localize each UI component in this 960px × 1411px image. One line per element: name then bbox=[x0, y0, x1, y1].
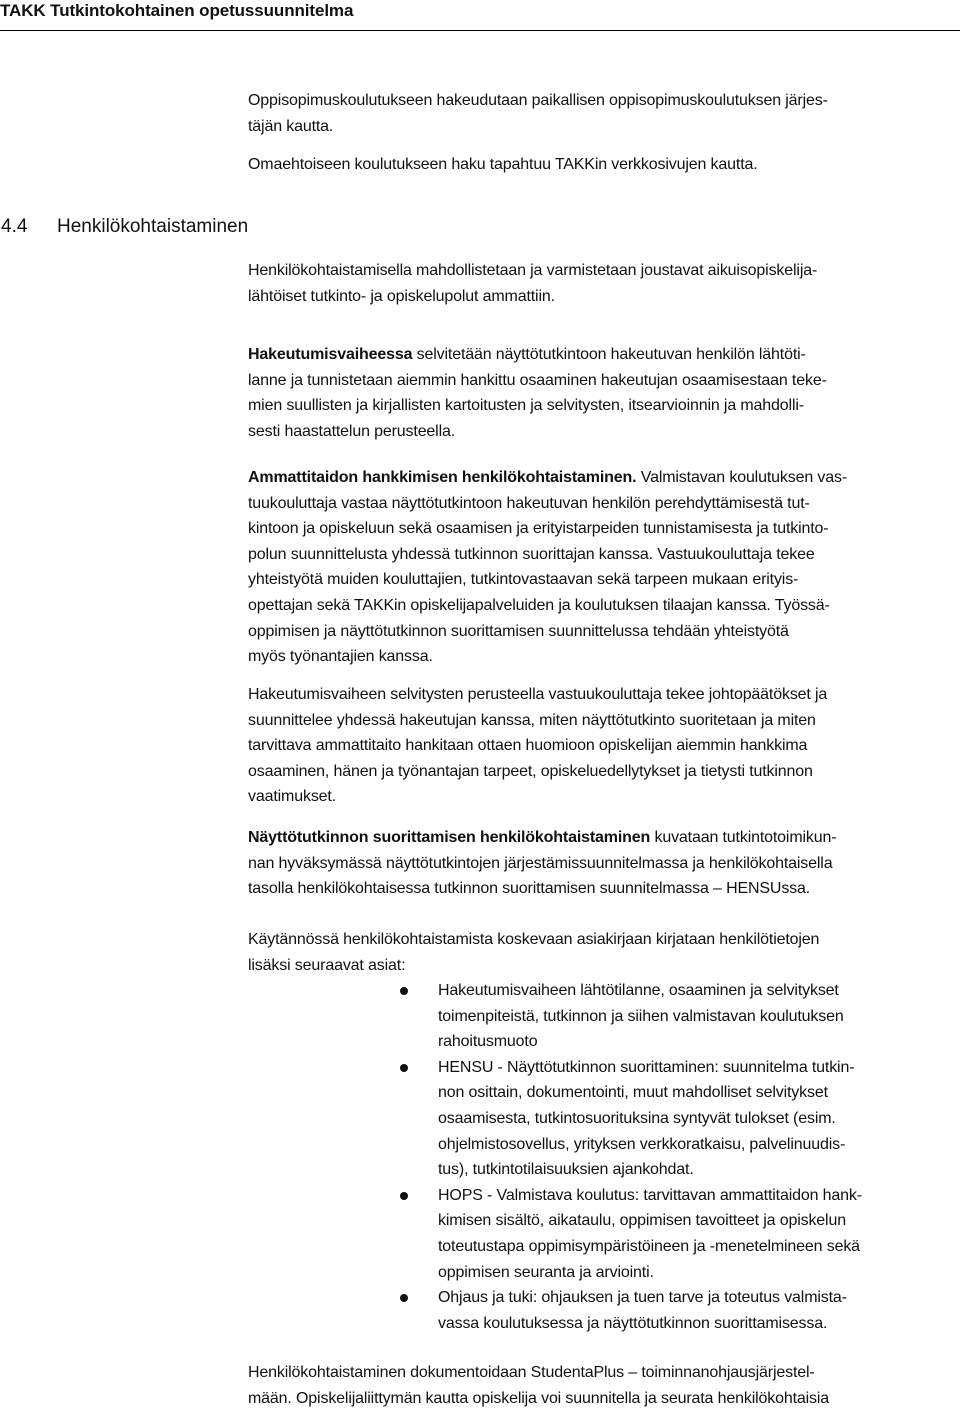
text-line: oppimisen ja näyttötutkinnon suorittamisen suunnittelussa tehdään yhteistyötä bbox=[248, 622, 789, 640]
text-line: kintoon ja opiskeluun sekä osaamisen ja erityistarpeiden tunnistamisesta ja tutkinto- bbox=[248, 520, 829, 538]
list-item bbox=[398, 1285, 960, 1336]
text-line: mien suullisten ja kirjallisten kartoitusten ja selvitysten, itsearvioinnin ja mahdolli- bbox=[248, 397, 804, 415]
text-line bbox=[248, 342, 960, 368]
text-line: ohjelmistosovellus, yrityksen verkkoratkaisu, palvelinuudis- bbox=[438, 1135, 846, 1153]
list-item bbox=[398, 1055, 960, 1183]
text-line: HENSU - Näyttötutkinnon suorittaminen: suunnitelma tutkin- bbox=[438, 1058, 855, 1076]
text-line: sesti haastattelun perusteella. bbox=[248, 422, 456, 440]
text-line: non osittain, dokumentointi, muut mahdolliset selvitykset bbox=[438, 1084, 828, 1102]
paragraph-nayttotutkinto bbox=[248, 825, 960, 902]
bold-term: Hakeutumisvaiheessa bbox=[248, 346, 413, 363]
list-item bbox=[398, 978, 960, 1055]
bullet-icon bbox=[400, 1064, 408, 1072]
paragraph-henkilokohtaistaminen bbox=[248, 258, 960, 309]
text-line: polun suunnittelusta yhdessä tutkinnon suorittajan kanssa. Vastuukouluttaja tekee bbox=[248, 545, 815, 563]
text-line: tarvittava ammattitaito hankitaan ottaen huomioon opiskelijan aiemmin hankkima bbox=[248, 737, 808, 755]
bullet-icon bbox=[400, 1192, 408, 1200]
text-line: mään. Opiskelijaliittymän kautta opiskelija voi suunnitella ja seurata henkilökohtaisia bbox=[248, 1389, 830, 1407]
text-line: vassa koulutuksessa ja näyttötutkinnon suorittamisessa. bbox=[438, 1314, 828, 1332]
text-line: toteutustapa oppimisympäristöineen ja -menetelmineen sekä bbox=[438, 1237, 860, 1255]
text-line: tuukouluttaja vastaa näyttötutkintoon hakeutuvan henkilön perehdyttämisestä tut- bbox=[248, 494, 810, 512]
text-line: Henkilökohtaistamisella mahdollistetaan ja varmistetaan joustavat aikuisopiskelija- bbox=[248, 262, 818, 279]
text-line: tus), tutkintotilaisuuksien ajankohdat. bbox=[438, 1161, 694, 1179]
text-line: Henkilökohtaistaminen dokumentoidaan StudentaPlus – toiminnanohjausjärjestel- bbox=[248, 1364, 815, 1381]
paragraph-ammattitaidon-hankkiminen bbox=[248, 465, 960, 670]
text-line: osaamisesta, tutkintosuorituksina syntyvät tulokset (esim. bbox=[438, 1109, 836, 1127]
text-line: myös työnantajien kanssa. bbox=[248, 648, 433, 666]
paragraph-hakeutumisvaihe bbox=[248, 342, 960, 444]
bullet-icon bbox=[400, 1294, 408, 1302]
text-line: nan hyväksymässä näyttötutkintojen järjestämissuunnitelmassa ja henkilökohtaisella bbox=[248, 854, 833, 872]
text-line: suunnittelee yhdessä hakeutujan kanssa, miten näyttötutkinto suoritetaan ja miten bbox=[248, 711, 816, 729]
intro-paragraph-1 bbox=[248, 88, 960, 139]
text-line: HOPS - Valmistava koulutus: tarvittavan ammattitaidon hank- bbox=[438, 1186, 862, 1204]
text-line: Käytännössä henkilökohtaistamista koskevaan asiakirjaan kirjataan henkilötietojen bbox=[248, 931, 820, 948]
text-line bbox=[248, 825, 960, 851]
bold-term: Ammattitaidon hankkimisen henkilökohtaistaminen. bbox=[248, 469, 637, 486]
text-fragment: kuvataan tutkintotoimikun- bbox=[650, 829, 837, 846]
text-line: vaatimukset. bbox=[248, 788, 337, 806]
text-line: lanne ja tunnistetaan aiemmin hankittu osaaminen hakeutujan osaamisestaan teke- bbox=[248, 371, 827, 389]
text-line: täjän kautta. bbox=[248, 117, 334, 135]
text-line: opettajan sekä TAKKin opiskelijapalveluiden ja koulutuksen tilaajan kanssa. Työssä- bbox=[248, 596, 830, 614]
text-line: Omaehtoiseen koulutukseen haku tapahtuu TAKKin verkkosivujen kautta. bbox=[248, 156, 758, 173]
paragraph-johtopaatokset bbox=[248, 682, 960, 810]
text-line: Hakeutumisvaiheen selvitysten perusteella vastuukouluttaja tekee johtopäätökset ja bbox=[248, 686, 828, 703]
text-line: osaaminen, hänen ja työnantajan tarpeet, opiskeluedellytykset ja tietysti tutkinnon bbox=[248, 762, 813, 780]
text-line: lisäksi seuraavat asiat: bbox=[248, 956, 406, 974]
text-line: tasolla henkilökohtaisessa tutkinnon suorittamisen suunnitelmassa – HENSUssa. bbox=[248, 880, 811, 898]
page-header-title: TAKK Tutkintokohtainen opetussuunnitelma bbox=[0, 1, 354, 20]
text-line: Oppisopimuskoulutukseen hakeudutaan paikallisen oppisopimuskoulutuksen järjes- bbox=[248, 92, 828, 109]
text-line bbox=[248, 465, 960, 491]
text-line: kimisen sisältö, aikataulu, oppimisen tavoitteet ja opiskelun bbox=[438, 1212, 846, 1230]
bullet-icon bbox=[400, 987, 408, 995]
text-line: Ohjaus ja tuki: ohjauksen ja tuen tarve ja toteutus valmista- bbox=[438, 1289, 847, 1307]
text-fragment: selvitetään näyttötutkintoon hakeutuvan henkilön lähtöti- bbox=[412, 346, 806, 363]
bullet-list bbox=[398, 978, 960, 1336]
intro-paragraph-2 bbox=[248, 152, 960, 178]
text-line: rahoitusmuoto bbox=[438, 1033, 538, 1051]
text-line: Hakeutumisvaiheen lähtötilanne, osaaminen ja selvitykset bbox=[438, 982, 839, 999]
paragraph-studentaplus bbox=[248, 1360, 960, 1411]
text-line: oppimisen seuranta ja arviointi. bbox=[438, 1263, 654, 1281]
text-line: toimenpiteistä, tutkinnon ja siihen valmistavan koulutuksen bbox=[438, 1007, 844, 1025]
text-fragment: Valmistavan koulutuksen vas- bbox=[636, 469, 848, 486]
text-line: yhteistyötä muiden kouluttajien, tutkintovastaavan sekä tarpeen mukaan erityis- bbox=[248, 571, 799, 589]
paragraph-kaytannossa bbox=[248, 927, 960, 978]
header-divider bbox=[0, 30, 960, 31]
bold-term: Näyttötutkinnon suorittamisen henkilökohtaistaminen bbox=[248, 829, 651, 846]
text-line: lähtöiset tutkinto- ja opiskelupolut ammattiin. bbox=[248, 287, 555, 305]
section-heading: Henkilökohtaistaminen bbox=[57, 216, 249, 237]
list-item bbox=[398, 1183, 960, 1285]
section-number: 4.4 bbox=[1, 216, 28, 237]
